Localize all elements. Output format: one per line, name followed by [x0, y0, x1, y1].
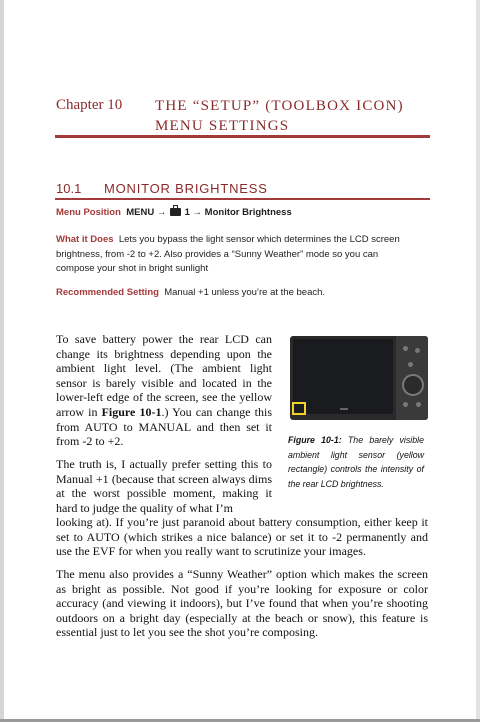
camera-button [416, 402, 421, 407]
menu-position [56, 206, 292, 221]
chapter-number: Chapter 10 [56, 97, 123, 113]
recommended-text: Manual +1 unless you’re at the beach. [164, 287, 326, 298]
camera-lcd-screen [293, 339, 393, 414]
figure-caption-text: The barely visible ambient light sensor (yellow rectangle) controls the intensity of the rear LCD brightness. [288, 435, 424, 489]
light-sensor-highlight [292, 402, 306, 415]
page-edge-right [476, 0, 480, 722]
section-title: MONITOR BRIGHTNESS [104, 181, 268, 196]
what-it-does [56, 233, 416, 277]
camera-control-dial [402, 374, 424, 396]
camera-logo [340, 408, 348, 410]
recommended-setting [56, 286, 325, 301]
recommended-label: Recommended Setting [56, 287, 159, 298]
paragraph-3: The menu also provides a “Sunny Weather” option which makes the screen as bright as possible. Not good if you’re looking for exposure or color accuracy (and viewing it indoors), but I’ve found that when you’re shooting outdoors on a bright day (especially at the beach or snow), this feature is essential just to let you see the shot you’re composing. [56, 567, 428, 640]
chapter-title [155, 96, 404, 136]
camera-photo [290, 336, 428, 420]
toolbox-icon [170, 208, 181, 216]
figure-label: Figure 10-1: [288, 435, 342, 445]
paragraph-2-end: looking at). If you’re just paranoid about battery consumption, either keep it set to AUTO (which strikes a nice balance) or set it to -2 permanently and use the EVF for when you really want to scrutinize your images. [56, 515, 428, 559]
camera-button [408, 362, 413, 367]
chapter-title-line2: MENU SETTINGS [155, 118, 290, 134]
paragraph-1-text: To save battery power the rear LCD can change its brightness depending upon the ambient light level. (The ambient light sensor is barely visible and located in the lower-left edge of the screen, see the yellow arrow in [56, 332, 272, 419]
camera-button [403, 402, 408, 407]
what-it-does-text: Lets you bypass the light sensor which determines the LCD screen brightness, from -2 to +2. Also provides a “Sunny Weather” mode so you can compose your shot in bright sunlight [56, 234, 400, 274]
chapter-title-line1: THE “SETUP” (TOOLBOX ICON) [155, 98, 404, 114]
menu-position-part2: 1 → Monitor Brightness [184, 207, 292, 218]
menu-position-label: Menu Position [56, 207, 121, 218]
figure-reference: Figure 10-1 [101, 404, 162, 419]
paragraph-2-start: The truth is, I actually prefer setting this to Manual +1 (because that screen always dims at the worst possible moment, making it hard to judge the quality of what I’m [56, 457, 272, 515]
menu-position-part1: MENU → [126, 207, 167, 218]
page-edge-left [0, 0, 4, 722]
paragraph-1 [56, 332, 272, 449]
what-it-does-label: What it Does [56, 234, 114, 245]
camera-button [403, 346, 408, 351]
paragraph-1-end: .) You can change this from AUTO to MANUAL and then set it from -2 to +2. [56, 404, 273, 449]
section-number: 10.1 [56, 181, 82, 196]
camera-button [415, 348, 420, 353]
chapter-rule [55, 135, 430, 138]
figure-caption [288, 433, 424, 491]
section-rule [55, 198, 430, 200]
